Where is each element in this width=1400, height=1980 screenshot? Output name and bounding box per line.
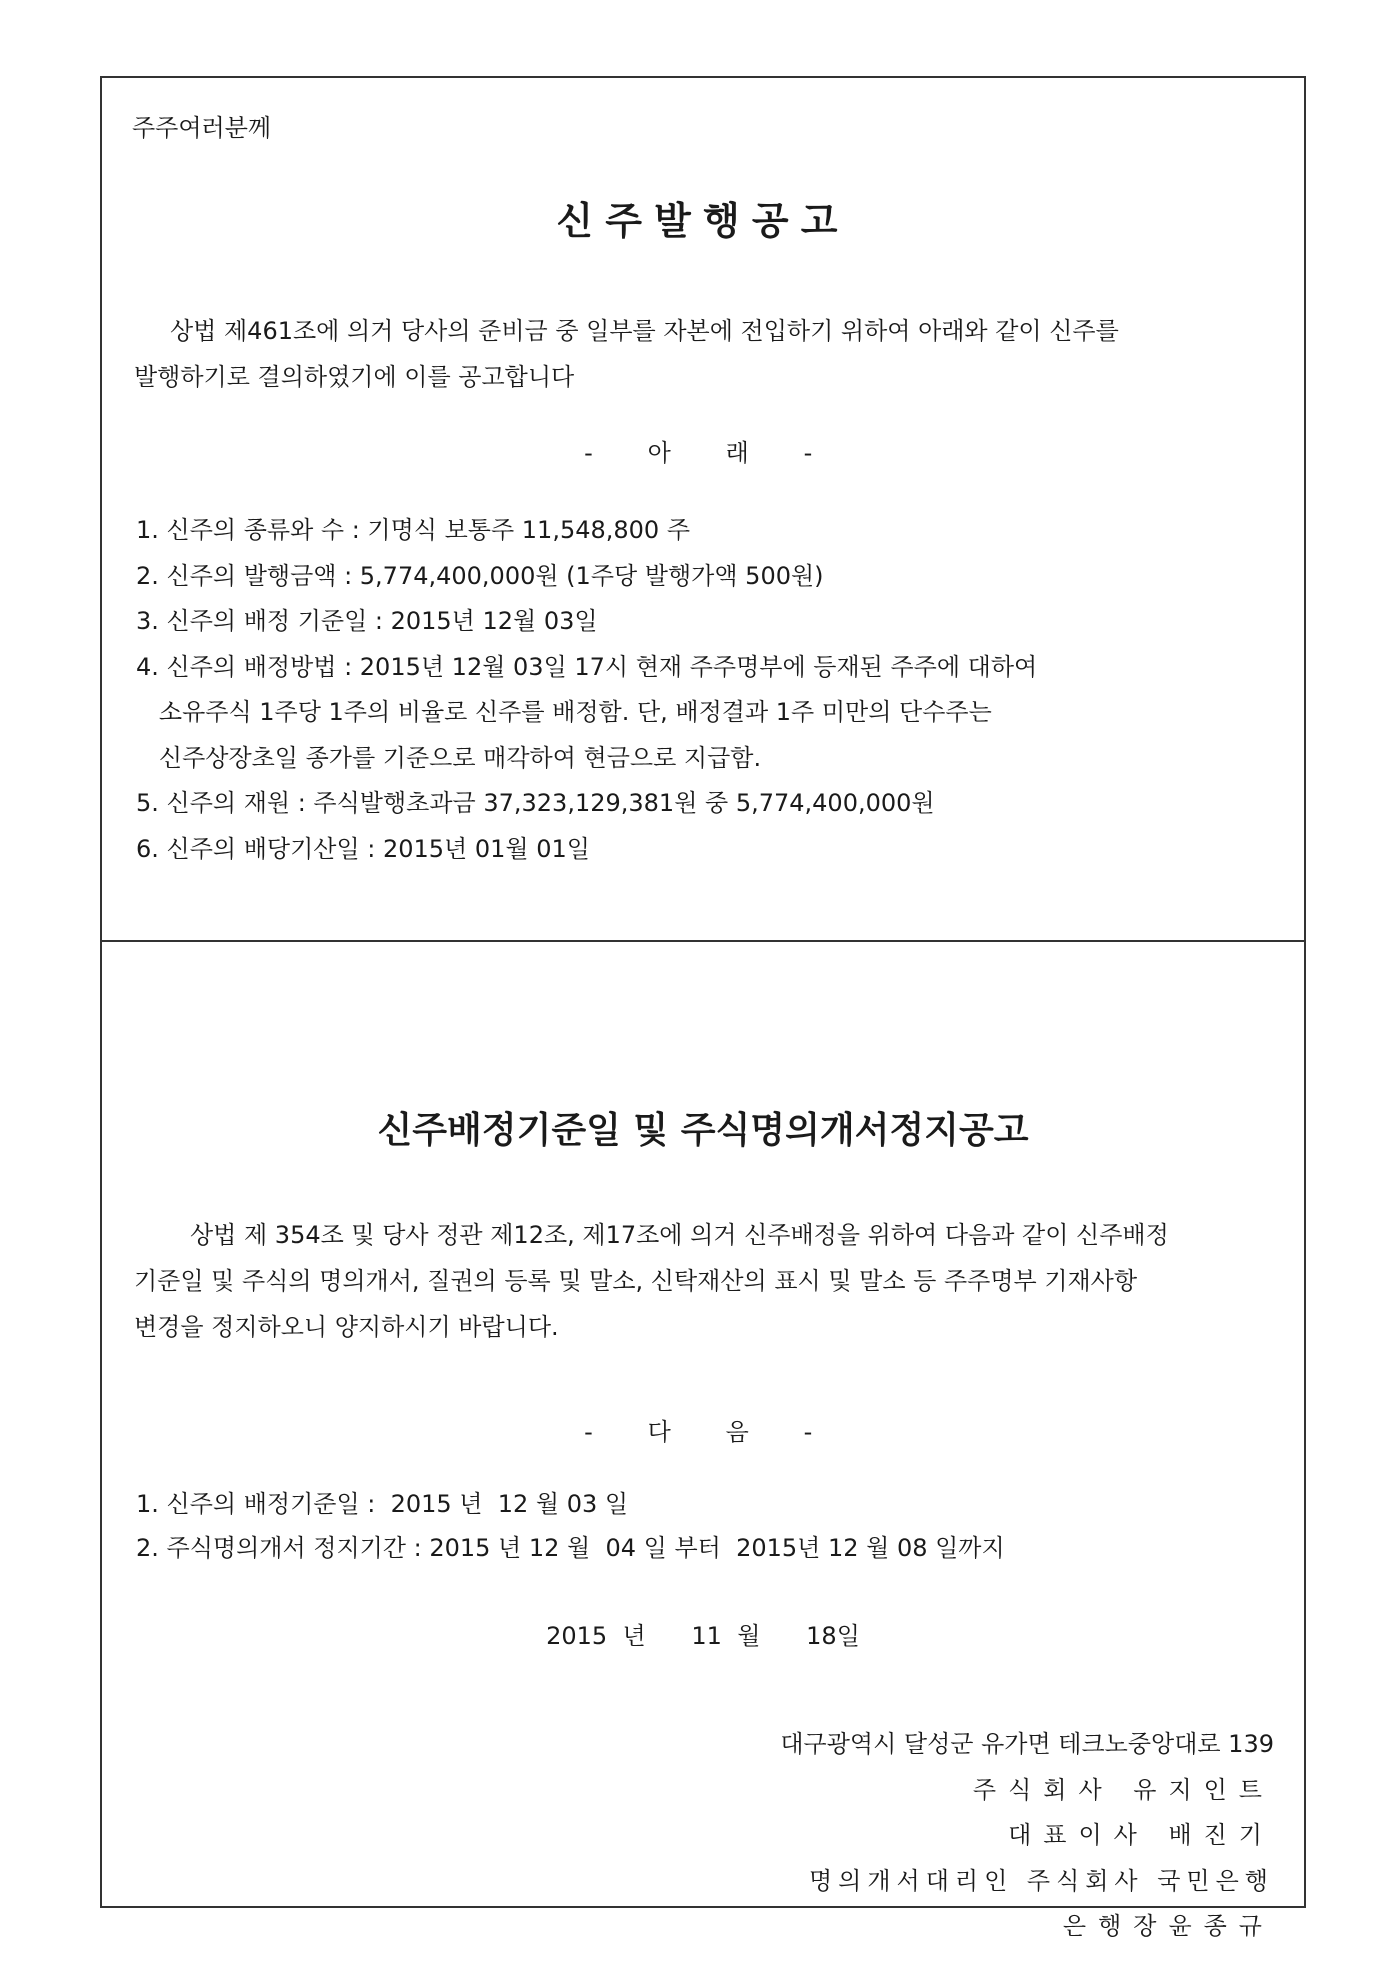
notice-date: 2015 년 11 월 18일 — [546, 1622, 860, 1650]
intro-line: 발행하기로 결의하였기에 이를 공고합니다 — [134, 363, 575, 391]
intro-line: 상법 제 354조 및 당사 정관 제12조, 제17조에 의거 신주배정을 위하여 다음과 같이 신주배정 — [190, 1221, 1169, 1249]
intro-paragraph — [134, 1212, 1284, 1350]
greeting: 주주여러분께 — [132, 114, 272, 142]
list-item: 신주상장초일 종가를 기준으로 매각하여 현금으로 지급함. — [136, 743, 762, 772]
section-marker: - 다 음 - — [584, 1418, 822, 1446]
company-name: 주식회사 유지인트 — [972, 1775, 1274, 1804]
item-list — [136, 1482, 1005, 1570]
list-item: 2. 주식명의개서 정지기간 : 2015 년 12 월 04 일 부터 2015년 12 월 08 일까지 — [136, 1534, 1005, 1562]
notice-frame — [100, 76, 1306, 1940]
notice-title: 신주발행공고 — [556, 199, 850, 243]
intro-paragraph — [134, 308, 1274, 400]
intro-line: 상법 제461조에 의거 당사의 준비금 중 일부를 자본에 전입하기 위하여 아래와 같이 신주를 — [170, 317, 1119, 345]
list-item: 2. 신주의 발행금액 : 5,774,400,000원 (1주당 발행가액 500원) — [136, 561, 824, 590]
list-item: 4. 신주의 배정방법 : 2015년 12월 03일 17시 현재 주주명부에 등재된 주주에 대하여 — [136, 652, 1038, 681]
company-address: 대구광역시 달성군 유가면 테크노중앙대로 139 — [780, 1730, 1274, 1758]
ceo-name: 대표이사 배진기 — [1008, 1821, 1274, 1849]
section-marker: - 아 래 - — [584, 439, 822, 467]
list-item: 6. 신주의 배당기산일 : 2015년 01월 01일 — [136, 834, 590, 863]
new-share-issuance-notice — [102, 78, 1304, 942]
intro-line: 변경을 정지하오니 양지하시기 바랍니다. — [134, 1313, 559, 1341]
list-item: 소유주식 1주당 1주의 비율로 신주를 배정함. 단, 배정결과 1주 미만의 단수주는 — [136, 698, 992, 726]
list-item: 5. 신주의 재원 : 주식발행초과금 37,323,129,381원 중 5,774,400,000원 — [136, 789, 935, 817]
intro-line: 기준일 및 주식의 명의개서, 질권의 등록 및 말소, 신탁재산의 표시 및 말소 등 주주명부 기재사항 — [134, 1267, 1138, 1295]
signature-block — [780, 1722, 1274, 1950]
list-item: 1. 신주의 배정기준일 : 2015 년 12 월 03 일 — [136, 1490, 629, 1518]
notice-title: 신주배정기준일 및 주식명의개서정지공고 — [377, 1110, 1029, 1151]
item-list — [136, 508, 1037, 872]
record-date-notice — [102, 942, 1304, 1940]
list-item: 3. 신주의 배정 기준일 : 2015년 12월 03일 — [136, 607, 598, 635]
list-item: 1. 신주의 종류와 수 : 기명식 보통주 11,548,800 주 — [136, 516, 691, 544]
transfer-agent: 명의개서대리인 주식회사 국민은행 — [808, 1866, 1274, 1895]
bank-head: 은행장윤종규 — [1062, 1912, 1274, 1940]
